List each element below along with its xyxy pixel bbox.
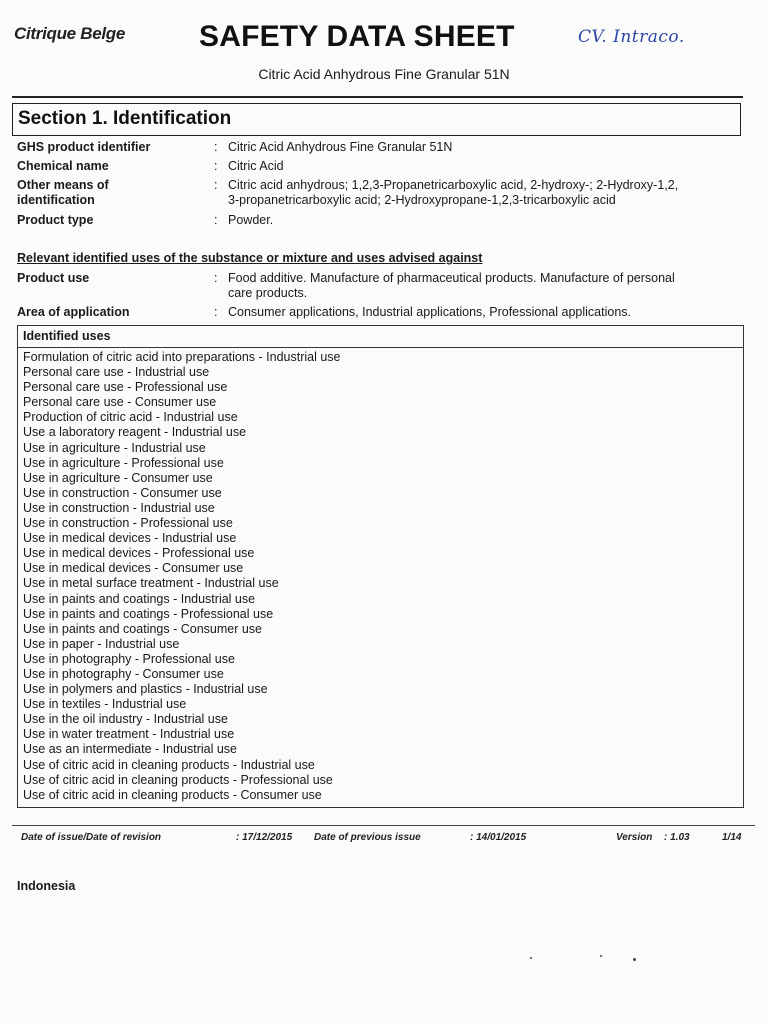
other-means-label: [17, 178, 207, 208]
country-label: Indonesia: [17, 879, 76, 893]
identified-use-item: Use in construction - Professional use: [23, 516, 233, 531]
company-logo: Citrique Belge: [14, 24, 126, 43]
identified-uses-table: [17, 325, 744, 808]
page-number: 1/14: [722, 832, 742, 843]
section-header: [12, 103, 741, 136]
chemical-name-value: Citric Acid: [228, 159, 284, 173]
chemical-name-label: Chemical name: [17, 159, 109, 173]
other-means-value-line-1: Citric acid anhydrous; 1,2,3-Propanetricarboxylic acid, 2-hydroxy-; 2-Hydroxy-1,2,: [228, 178, 679, 192]
identified-use-item: Personal care use - Professional use: [23, 380, 228, 395]
relevant-uses-heading: Relevant identified uses of the substance or mixture and uses advised against: [17, 251, 483, 265]
ghs-label: GHS product identifier: [17, 140, 151, 154]
header-divider: [12, 96, 743, 98]
version-value: : 1.03: [664, 832, 690, 843]
identified-use-item: Use in medical devices - Industrial use: [23, 531, 237, 546]
identified-use-item: Use in agriculture - Professional use: [23, 455, 224, 470]
section-title: Section 1. Identification: [18, 108, 232, 129]
handwritten-note: CV. Intraco.: [578, 27, 685, 47]
identified-use-item: Use of citric acid in cleaning products - Professional use: [23, 772, 333, 787]
identified-use-item: Use as an intermediate - Industrial use: [23, 742, 237, 757]
row-product-use: [17, 271, 732, 303]
product-use-value-line-1: Food additive. Manufacture of pharmaceutical products. Manufacture of personal: [228, 271, 675, 285]
identified-use-item: Use in polymers and plastics - Industrial use: [23, 682, 268, 697]
identified-use-item: Use in photography - Consumer use: [23, 666, 224, 681]
identified-use-item: Use in textiles - Industrial use: [23, 697, 187, 712]
issue-date-label: Date of issue/Date of revision: [21, 832, 162, 843]
identified-use-item: Formulation of citric acid into preparations - Industrial use: [23, 350, 341, 364]
identified-use-item: Use in the oil industry - Industrial use: [23, 712, 228, 727]
footer-divider: [12, 825, 755, 826]
identified-use-item: Personal care use - Industrial use: [23, 365, 210, 380]
identified-uses-header: [18, 326, 743, 348]
identified-use-item: Personal care use - Consumer use: [23, 395, 217, 410]
document-title: SAFETY DATA SHEET: [199, 20, 515, 53]
scan-speck: [530, 957, 532, 959]
colon: :: [214, 178, 218, 192]
identified-use-item: Use in paints and coatings - Industrial use: [23, 591, 256, 606]
identified-uses-title: Identified uses: [23, 329, 111, 343]
other-means-value-line-2: 3-propanetricarboxylic acid; 2-Hydroxypropane-1,2,3-tricarboxylic acid: [228, 193, 616, 207]
colon: :: [214, 271, 218, 285]
identified-use-item: Use in medical devices - Consumer use: [23, 561, 244, 576]
ghs-value: Citric Acid Anhydrous Fine Granular 51N: [228, 140, 453, 154]
identified-use-item: Use in construction - Industrial use: [23, 500, 215, 515]
row-other-means: [17, 178, 732, 210]
product-use-label: Product use: [17, 271, 90, 285]
identified-use-item: Use of citric acid in cleaning products - Industrial use: [23, 757, 315, 772]
colon: :: [214, 213, 218, 227]
area-value: Consumer applications, Industrial applications, Professional applications.: [228, 305, 631, 319]
identified-use-item: Use in paints and coatings - Consumer use: [23, 621, 263, 636]
colon: :: [214, 140, 218, 154]
product-type-value: Powder.: [228, 213, 274, 227]
identified-use-item: Use of citric acid in cleaning products - Consumer use: [23, 787, 322, 802]
product-subtitle: Citric Acid Anhydrous Fine Granular 51N: [258, 66, 510, 82]
identified-use-item: Use a laboratory reagent - Industrial use: [23, 425, 247, 440]
identified-use-item: Use in paper - Industrial use: [23, 636, 180, 651]
version-label: Version: [616, 832, 653, 843]
identified-use-item: Use in photography - Professional use: [23, 651, 235, 666]
issue-date-value: : 17/12/2015: [236, 832, 293, 843]
colon: :: [214, 305, 218, 319]
identified-use-item: Use in agriculture - Consumer use: [23, 470, 213, 485]
identified-use-item: Use in medical devices - Professional use: [23, 546, 255, 561]
identified-use-item: Use in agriculture - Industrial use: [23, 440, 206, 455]
area-label: Area of application: [17, 305, 130, 319]
identified-use-item: Use in metal surface treatment - Industrial use: [23, 576, 279, 591]
product-type-label: Product type: [17, 213, 94, 227]
previous-issue-value: : 14/01/2015: [470, 832, 527, 843]
product-use-value: [228, 271, 728, 301]
identified-use-item: Use in paints and coatings - Professional use: [23, 606, 274, 621]
other-means-label-line-2: identification: [17, 193, 95, 207]
scan-speck: [633, 958, 636, 961]
identified-uses-list: [23, 350, 341, 803]
product-use-value-line-2: care products.: [228, 286, 308, 300]
other-means-label-line-1: Other means of: [17, 178, 109, 192]
other-means-value: [228, 178, 728, 208]
scan-speck: [600, 955, 602, 957]
identified-use-item: Use in water treatment - Industrial use: [23, 727, 235, 742]
colon: :: [214, 159, 218, 173]
identified-use-item: Production of citric acid - Industrial use: [23, 410, 238, 425]
previous-issue-label: Date of previous issue: [314, 832, 421, 843]
identified-use-item: Use in construction - Consumer use: [23, 485, 222, 500]
